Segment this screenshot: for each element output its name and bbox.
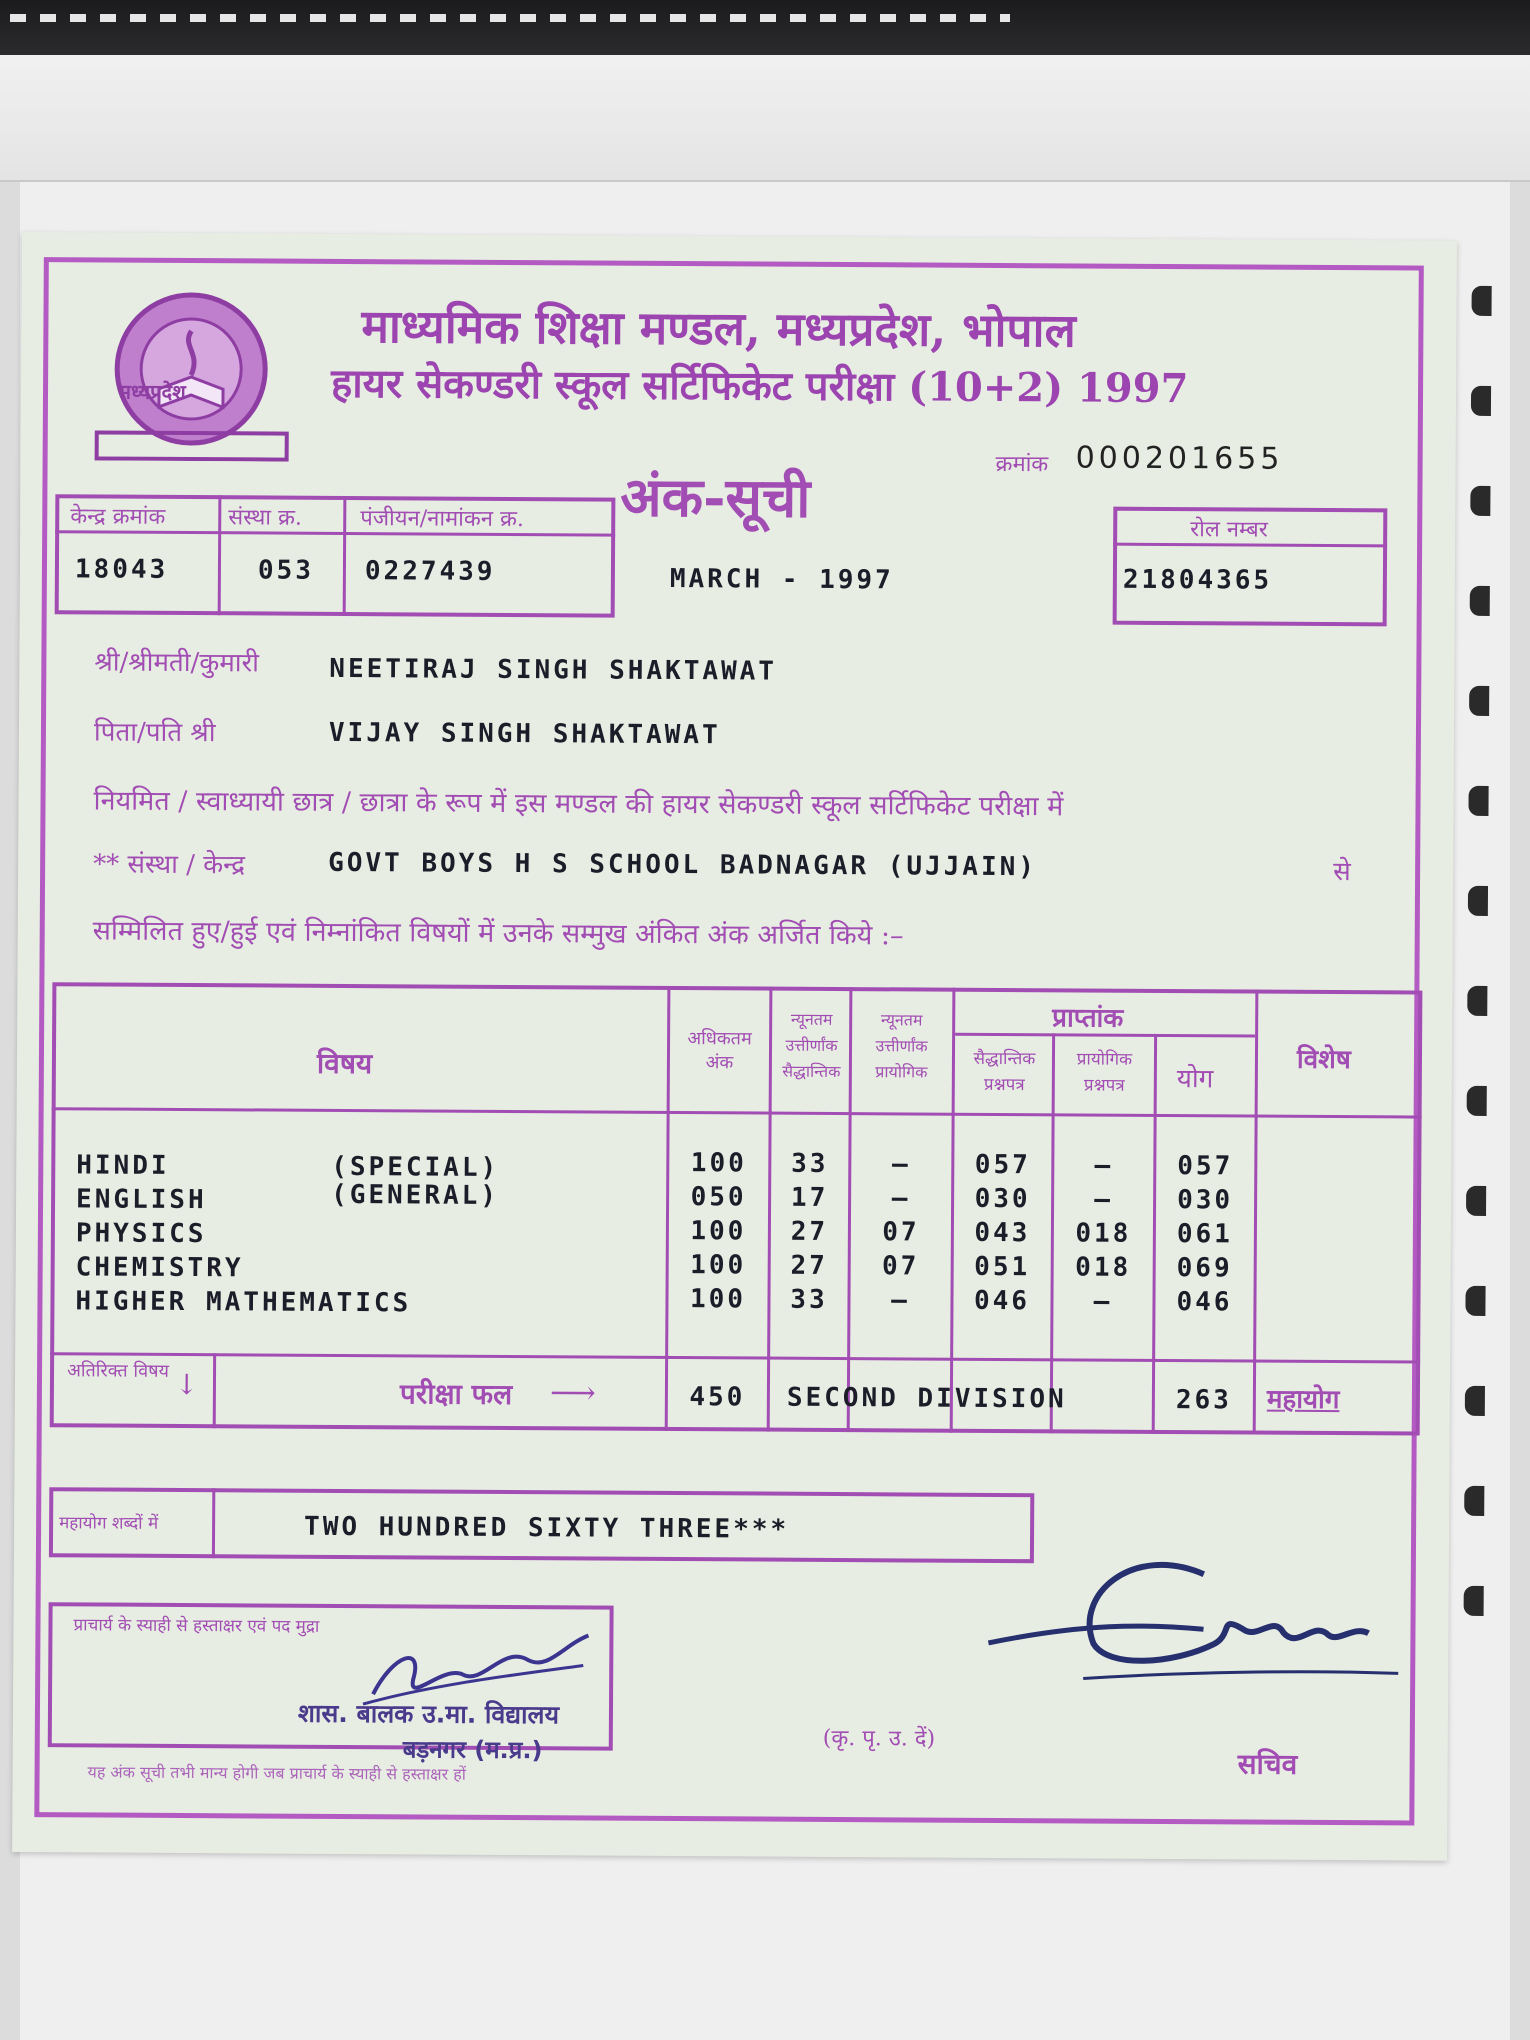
center-number: 18043 (74, 554, 169, 585)
extra-subject-label: अतिरिक्त विषय (67, 1360, 170, 1382)
theory-marks: 051 (974, 1251, 1031, 1283)
principal-label: प्राचार्य के स्याही से हस्ताक्षर एवं पद मुद्रा (73, 1615, 320, 1637)
grand-max: 450 (689, 1382, 746, 1413)
binder-hole (1468, 786, 1488, 816)
total-in-words: TWO HUNDRED SIXTY THREE*** (304, 1511, 790, 1545)
practical-marks: 018 (1075, 1218, 1132, 1249)
header-theory-paper: सैद्धान्तिक प्रश्नपत्र (973, 1048, 1036, 1096)
division: SECOND DIVISION (786, 1382, 1067, 1415)
theory-marks: 057 (974, 1149, 1031, 1181)
header-max: अधिकतम अंक (687, 1028, 752, 1074)
board-seal-icon (89, 290, 295, 461)
min-theory: 17 (790, 1182, 829, 1213)
min-practical: – (891, 1285, 910, 1316)
binder-hole (1466, 1186, 1486, 1216)
practical-marks: 018 (1075, 1252, 1132, 1283)
binder-hole (1471, 386, 1491, 416)
marks-statement: सम्मिलित हुए/हुई एवं निम्नांकित विषयों में उनके सम्मुख अंकित अंक अर्जित किये :– (92, 915, 904, 952)
binder-hole (1469, 686, 1489, 716)
roll-label: रोल नम्बर (1190, 517, 1268, 543)
paper-stack (0, 40, 1530, 182)
total-marks: 030 (1177, 1185, 1234, 1216)
exam-session: MARCH - 1997 (669, 563, 894, 596)
binder-hole (1467, 986, 1487, 1016)
words-label: महायोग शब्दों में (59, 1513, 159, 1534)
theory-marks: 043 (974, 1217, 1031, 1249)
down-arrow-icon: ↓ (174, 1367, 199, 1402)
registration-label: पंजीयन/नामांकन क्र. (360, 506, 524, 533)
total-marks: 046 (1176, 1287, 1233, 1318)
binder-hole (1472, 286, 1492, 316)
header-min-theory: न्यूनतम उत्तीर्णांक सैद्धान्तिक (782, 1009, 841, 1082)
binder-hole (1468, 886, 1488, 916)
col-rule (213, 1353, 216, 1428)
total-marks: 061 (1176, 1219, 1233, 1250)
subject-name: PHYSICS (75, 1218, 207, 1250)
max-marks: 050 (690, 1182, 747, 1213)
registration-number: 0227439 (364, 556, 496, 587)
max-marks: 100 (690, 1250, 747, 1281)
pto-note: (कृ. पृ. उ. दें) (822, 1725, 936, 1752)
secretary-signature (983, 1553, 1404, 1686)
serial-number: 000201655 (1075, 440, 1284, 477)
binder-hole (1465, 1286, 1485, 1316)
right-arrow-icon: ⟶ (549, 1373, 596, 1412)
binder-hole (1465, 1386, 1485, 1416)
header-obtained: प्राप्तांक (1052, 1003, 1124, 1034)
header-total: योग (1176, 1064, 1214, 1095)
max-marks: 100 (690, 1148, 747, 1179)
candidate-statement: नियमित / स्वाध्यायी छात्र / छात्रा के रूप में इस मण्डल की हायर सेकण्डरी स्कूल सर्टिफिकेट परीक्षा में (93, 785, 1064, 823)
min-practical: – (891, 1183, 911, 1214)
min-practical: 07 (881, 1251, 920, 1282)
exam-title: हायर सेकण्डरी स्कूल सर्टिफिकेट परीक्षा (10+2) 1997 (330, 359, 1189, 413)
grand-total: 263 (1175, 1385, 1232, 1416)
min-practical: 07 (882, 1217, 920, 1248)
keyboard-dashes (10, 14, 1010, 22)
theory-marks: 030 (974, 1183, 1031, 1215)
min-theory: 33 (790, 1284, 828, 1315)
min-theory: 27 (790, 1250, 828, 1281)
practical-marks: – (1093, 1286, 1113, 1317)
father-name: VIJAY SINGH SHAKTAWAT (328, 717, 721, 751)
subject-name: HIGHER MATHEMATICS (75, 1286, 412, 1319)
marksheet-title: अंक-सूची (620, 464, 811, 530)
min-theory: 27 (790, 1216, 829, 1247)
header-subject: विषय (316, 1046, 373, 1081)
institution-label: संस्था क्र. (228, 505, 302, 531)
header-practical-paper: प्रायोगिक प्रश्नपत्र (1076, 1049, 1133, 1096)
father-label: पिता/पति श्री (93, 717, 216, 749)
marksheet (12, 232, 1457, 1861)
min-theory: 33 (791, 1148, 829, 1179)
subject-type: (SPECIAL) (331, 1151, 500, 1183)
name-label: श्री/श्रीमती/कुमारी (94, 647, 259, 679)
binder-hole (1467, 1086, 1487, 1116)
theory-marks: 046 (973, 1285, 1031, 1317)
seal-label: मध्यप्रदेश (118, 379, 186, 405)
binder-hole (1470, 586, 1490, 616)
binder-hole (1464, 1486, 1484, 1516)
binder-hole (1464, 1586, 1484, 1616)
practical-marks: – (1094, 1184, 1114, 1215)
center-label: केन्द्र क्रमांक (70, 504, 166, 530)
school-stamp-line1: शास. बालक उ.मा. विद्यालय (297, 1698, 560, 1730)
board-name: माध्यमिक शिक्षा मण्डल, मध्यप्रदेश, भोपाल (361, 299, 1076, 358)
secretary-label: सचिव (1237, 1747, 1298, 1781)
school-suffix: से (1333, 857, 1351, 888)
serial-label: क्रमांक (995, 451, 1049, 478)
school-label: ** संस्था / केन्द्र (93, 849, 246, 881)
total-marks: 069 (1176, 1253, 1233, 1284)
min-practical: – (891, 1149, 911, 1180)
roll-number: 21804365 (1122, 564, 1273, 596)
header-min-practical: न्यूनतम उत्तीर्णांक प्रायोगिक (875, 1010, 928, 1082)
header-remarks: विशेष (1296, 1044, 1351, 1076)
validity-note: यह अंक सूची तभी मान्य होगी जब प्राचार्य के स्याही से हस्ताक्षर हों (87, 1762, 466, 1784)
school-name: GOVT BOYS H S SCHOOL BADNAGAR (UJJAIN) (328, 847, 1038, 883)
grand-total-label: महायोग (1266, 1384, 1340, 1416)
words-divider (212, 1488, 215, 1558)
binder-hole (1470, 486, 1490, 516)
max-marks: 100 (689, 1284, 747, 1315)
total-marks: 057 (1177, 1151, 1234, 1182)
institution-number: 053 (257, 555, 314, 586)
subject-name: ENGLISH (76, 1184, 207, 1216)
keyboard-edge (0, 0, 1530, 55)
subject-name: HINDI (76, 1150, 170, 1181)
subject-type: (GENERAL) (331, 1179, 500, 1211)
result-label: परीक्षा फल (399, 1377, 513, 1412)
max-marks: 100 (690, 1216, 747, 1247)
practical-marks: – (1094, 1150, 1114, 1181)
school-stamp-line2: बड़नगर (म.प्र.) (402, 1735, 543, 1765)
subject-name: CHEMISTRY (75, 1252, 244, 1284)
student-name: NEETIRAJ SINGH SHAKTAWAT (329, 653, 778, 687)
